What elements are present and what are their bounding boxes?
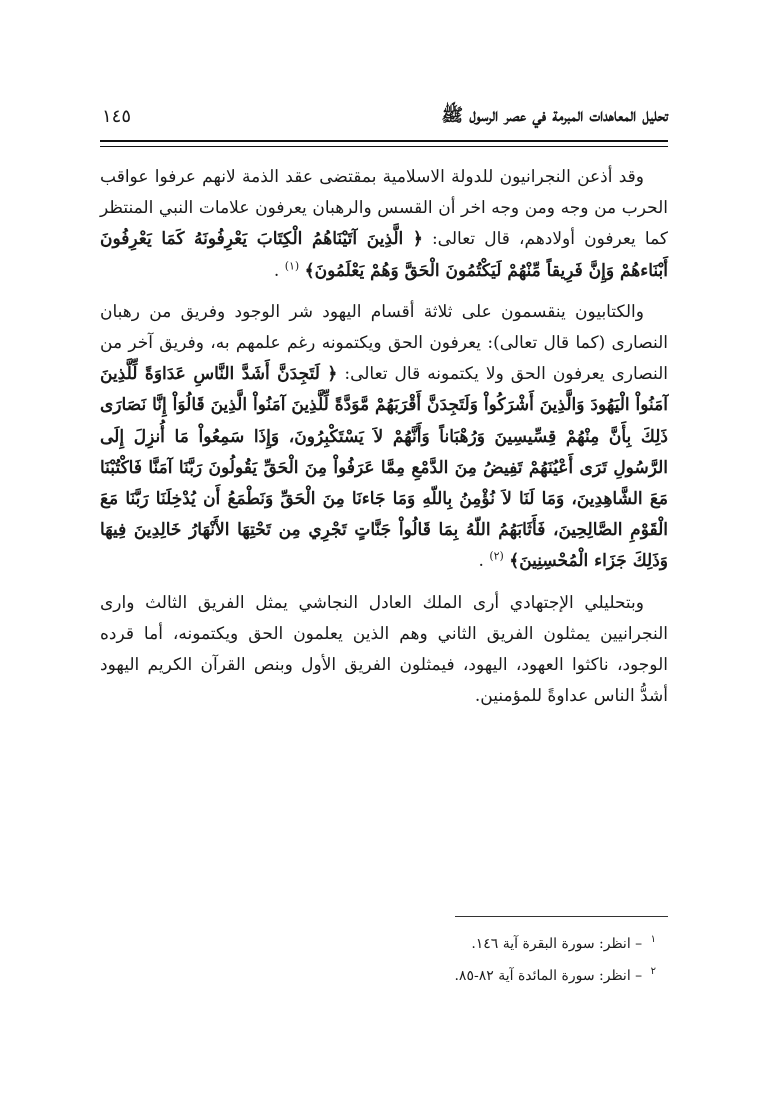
running-header bbox=[100, 104, 668, 134]
body-text bbox=[100, 162, 668, 722]
paragraph-text: وبتحليلي الإجتهادي أرى الملك العادل النجاشي يمثل الفريق الثالث وارى النجرانيين يمثلون الفريق الثاني وهم الذين يعلمون الحق ويكتمونه، أما قرده الوجود، ناكثوا العهود، اليهود، فيمثلون الفريق الأول وبنص القرآن الكريم اليهود أشدُّ الناس عداوةً للمؤمنين. bbox=[100, 592, 668, 707]
footnotes bbox=[100, 928, 656, 992]
footnote-number: ٢ bbox=[650, 966, 656, 978]
page-number: ١٤٥ bbox=[102, 106, 132, 127]
quran-verse: ﴿ لَتَجِدَنَّ أَشَدَّ النَّاسِ عَدَاوَةً لِّلَّذِينَ آمَنُواْ الْيَهُودَ وَالَّذِينَ أَشْرَكُواْ وَلَتَجِدَنَّ أَقْرَبَهُمْ مَّوَدَّةً لِّلَّذِينَ آمَنُواْ الَّذِينَ قَالُوَاْ إِنَّا نَصَارَى ذَلِكَ بِأَنَّ مِنْهُمْ قِسِّيسِينَ وَرُهْبَاناً وَأَنَّهُمْ لاَ يَسْتَكْبِرُونَ، وَإِذَا سَمِعُواْ مَا أُنزِلَ إِلَى الرَّسُولِ تَرَى أَعْيُنَهُمْ تَفِيضُ مِنَ الدَّمْعِ مِمَّا عَرَفُواْ مِنَ الْحَقِّ يَقُولُونَ رَبَّنَا آمَنَّا فَاكْتُبْنَا مَعَ الشَّاهِدِينَ، وَمَا لَنَا لاَ نُؤْمِنُ بِاللّهِ وَمَا جَاءنَا مِنَ الْحَقِّ وَنَطْمَعُ أَن يُدْخِلَنَا رَبَّنَا مَعَ الْقَوْمِ الصَّالِحِينَ، فَأَثَابَهُمُ اللّهُ بِمَا قَالُواْ جَنَّاتٍ تَجْرِي مِن تَحْتِهَا الأَنْهَارُ خَالِدِينَ فِيهَا وَذَلِكَ جَزَاء الْمُحْسِنِينَ﴾ bbox=[100, 364, 668, 572]
footnote-number: ١ bbox=[650, 934, 656, 946]
punctuation: . bbox=[273, 260, 280, 281]
paragraph-3 bbox=[100, 588, 668, 713]
punctuation: . bbox=[478, 551, 484, 572]
quran-verse: ﴿ الَّذِينَ آتَيْنَاهُمُ الْكِتَابَ يَعْرِفُونَهُ كَمَا يَعْرِفُونَ أَبْنَاءهُمْ وَإِنَّ فَرِيقاً مِّنْهُمْ لَيَكْتُمُونَ الْحَقَّ وَهُمْ يَعْلَمُونَ﴾ bbox=[100, 229, 668, 281]
header-title: تحليل المعاهدات المبرمة في عصر الرسول ﷺ bbox=[441, 105, 668, 126]
paragraph-2 bbox=[100, 297, 668, 578]
footnote-text: – انظر: سورة البقرة آية ١٤٦. bbox=[471, 936, 643, 952]
paragraph-text: وقد أذعن النجرانيون للدولة الاسلامية بمقتضى عقد الذمة لانهم عرفوا عواقب الحرب من وجه ومن وجه اخر أن القسس والرهبان يعرفون علامات النبي المنتظر كما يعرفون أولادهم، قال تعالى: bbox=[100, 167, 668, 250]
paragraph-text: والكتابيون ينقسمون على ثلاثة أقسام اليهود شر الوجود وفريق من رهبان النصارى (كما قال تعالى): يعرفون الحق ويكتمونه رغم علمهم به، وفريق آخر من النصارى يعرفون الحق ولا يكتمونه قال تعالى: bbox=[100, 301, 668, 385]
paragraph-1 bbox=[100, 162, 668, 287]
footnote-text: – انظر: سورة المائدة آية ٨٢-٨٥. bbox=[454, 968, 643, 984]
footnote-rule bbox=[455, 916, 668, 917]
footnote-ref[interactable]: (٢) bbox=[489, 549, 504, 563]
footnote-ref[interactable]: (١) bbox=[284, 258, 300, 272]
footnote-item bbox=[100, 960, 656, 992]
footnote-item bbox=[100, 928, 656, 960]
header-rule bbox=[100, 140, 668, 147]
